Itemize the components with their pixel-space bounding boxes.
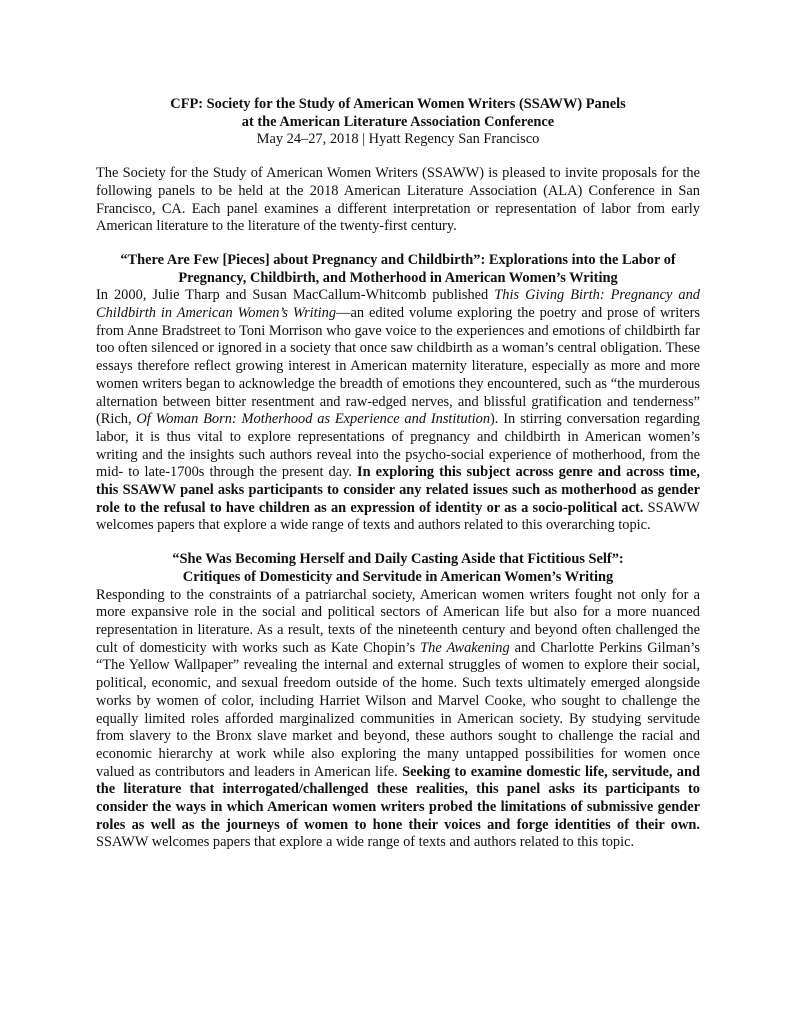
date-venue: May 24–27, 2018 | Hyatt Regency San Francisco xyxy=(256,131,540,148)
panel-2-text-c: SSAWW welcomes papers that explore a wide range of texts and authors related to this topic. xyxy=(96,834,635,851)
panel-2-heading-line-1: “She Was Becoming Herself and Daily Casting Aside that Fictitious Self”: xyxy=(172,551,624,568)
title-line-2: at the American Literature Association Conference xyxy=(241,113,555,130)
title-line-1: CFP: Society for the Study of American Women Writers (SSAWW) Panels xyxy=(170,96,626,112)
panel-1-text-b: —an edited volume exploring the poetry and prose of writers from Anne Bradstreet to Toni Morrison who gave voice to the experiences and emotions of childbirth far too often silenced or ignored in a society that once saw childbirth as a woman’s central obligation. These essays therefore reflect growing interest in American maternity literature, especially as more and more women writers began to acknowledge the breadth of emotions they encountered, such as “the murderous alternation between bitter resentment and raw-edged nerves, and blissful gratification and tenderness” (Rich, xyxy=(96,305,701,428)
panel-2-call-to-action: Seeking to examine domestic life, servitude, and the literature that interrogated/challenged these realities, this panel asks its participants to consider the ways in which American women writers probed the limitations of submissive gender roles as well as the journeys of women to hone their voices and forge identities of their own. xyxy=(96,763,700,833)
panel-1-text-c: ). In stirring conversation regarding labor, it is thus vital to explore representations of pregnancy and childbirth in American women’s writing and the insights such authors reveal into the psycho-social experience of motherhood, from the mid- to late-1700s through the present day. xyxy=(96,411,700,481)
panel-1-section xyxy=(96,252,700,535)
panel-2-section xyxy=(96,551,700,852)
panel-1-text-d: SSAWW welcomes papers that explore a wide range of texts and authors related to this overarching topic. xyxy=(96,499,700,534)
document-content xyxy=(96,96,700,868)
intro-paragraph: The Society for the Study of American Women Writers (SSAWW) is pleased to invite proposals for the following panels to be held at the 2018 American Literature Association (ALA) Conference in San Francisco, CA. Each panel examines a different interpretation or representation of labor from early American literature to the literature of the twenty-first century. xyxy=(96,165,700,235)
panel-1-text-a: In 2000, Julie Tharp and Susan MacCallum-Whitcomb published xyxy=(96,287,495,304)
panel-2-heading xyxy=(96,551,700,586)
panel-2-heading-line-2: Critiques of Domesticity and Servitude in American Women’s Writing xyxy=(182,568,614,585)
panel-1-paragraph xyxy=(96,287,700,535)
panel-2-awakening-title: The Awakening xyxy=(420,639,510,656)
panel-2-text-a: Responding to the constraints of a patriarchal society, American women writers fought not only for a more expansive role in the social and political sectors of American life but also for a more nuanced representation in literature. As a result, texts of the nineteenth century and beyond often challenged the cult of domesticity with works such as Kate Chopin’s xyxy=(96,586,700,656)
panel-1-call-to-action: In exploring this subject across genre and across time, this SSAWW panel asks participants to consider any related issues such as motherhood as gender role to the refusal to have children as an expression of identity or as a socio-political act. xyxy=(96,464,700,516)
panel-1-heading xyxy=(96,252,700,287)
panel-1-heading-line-2: Pregnancy, Childbirth, and Motherhood in American Women’s Writing xyxy=(178,269,618,286)
panel-1-book-title: This Giving Birth: Pregnancy and Childbirth in American Women’s Writing xyxy=(96,287,700,322)
panel-1-rich-title: Of Woman Born: Motherhood as Experience and Institution xyxy=(136,411,491,428)
title-block xyxy=(96,96,700,149)
panel-2-text-b: and Charlotte Perkins Gilman’s “The Yellow Wallpaper” revealing the internal and external struggles of women to explore their social, political, economic, and sexual freedom outside of the home. Such texts ultimately emerged alongside works by women of color, including Harriet Wilson and Marvel Cooke, who sought to challenge the equally limited roles afforded marginalized communities in American society. By studying servitude from slavery to the Bronx slave market and beyond, these authors sought to challenge the racial and economic hierarchy at work while also exploring the many untapped possibilities for women once valued as contributors and leaders in American life. xyxy=(96,639,700,780)
panel-1-heading-line-1: “There Are Few [Pieces] about Pregnancy and Childbirth”: Explorations into the Labor of xyxy=(120,251,676,268)
panel-2-paragraph xyxy=(96,587,700,853)
